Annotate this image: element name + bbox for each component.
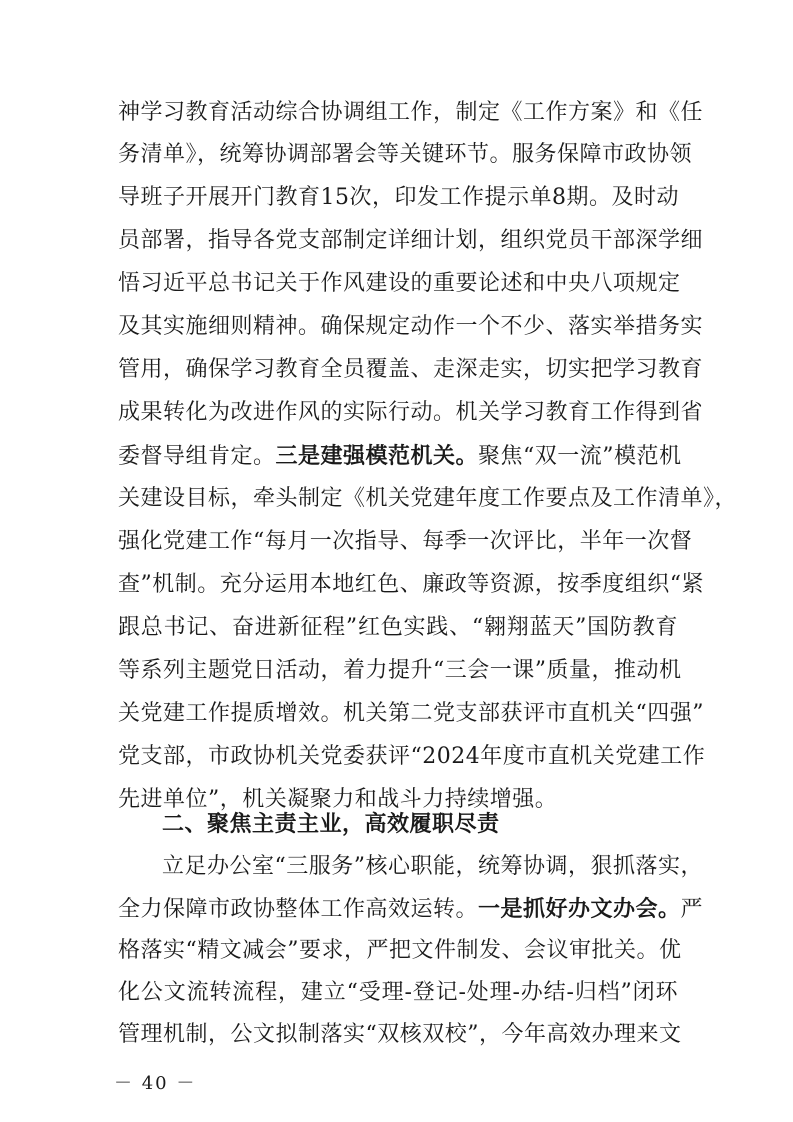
body-line-17: 先进单位”，机关凝聚力和战斗力持续增强。 — [118, 787, 558, 812]
body-line-5: 悟习近平总书记关于作风建设的重要论述和中央八项规定 — [118, 271, 681, 296]
para2-line-2-text-a: 全力保障市政协整体工作高效运转。 — [118, 897, 479, 922]
para2-line-2 — [118, 894, 704, 925]
section-one-lead: 一是抓好办文办会。 — [478, 896, 681, 922]
para2-line-2-text-b: 严 — [680, 897, 704, 922]
body-line-13: 跟总书记、奋进新征程”红色实践、“翱翔蓝天”国防教育 — [118, 615, 678, 640]
body-line-16: 党支部，市政协机关党委获评“2024年度市直机关党建工作 — [118, 744, 706, 769]
body-line-1: 神学习教育活动综合协调组工作，制定《工作方案》和《任 — [118, 100, 704, 125]
body-line-8: 成果转化为改进作风的实际行动。机关学习教育工作得到省 — [118, 400, 704, 425]
body-line-7: 管用，确保学习教育全员覆盖、走深走实，切实把学习教育 — [118, 357, 704, 382]
body-line-10: 关建设目标，牵头制定《机关党建年度工作要点及工作清单》， — [118, 486, 738, 511]
body-line-12: 查”机制。充分运用本地红色、廉政等资源，按季度组织“紧 — [118, 572, 704, 597]
section-heading: 二、聚焦主责主业，高效履职尽责 — [162, 812, 500, 837]
body-line-2: 务清单》，统筹协调部署会等关键环节。服务保障市政协领 — [118, 142, 693, 167]
body-line-11: 强化党建工作“每月一次指导、每季一次评比，半年一次督 — [118, 529, 693, 554]
body-line-15: 关党建工作提质增效。机关第二党支部获评市直机关“四强” — [118, 701, 704, 726]
section-three-lead: 三是建强模范机关。 — [275, 443, 479, 469]
body-line-4: 员部署，指导各党支部制定详细计划，组织党员干部深学细 — [118, 228, 704, 253]
body-line-6: 及其实施细则精神。确保规定动作一个不少、落实举措务实 — [118, 314, 704, 339]
para2-line-5: 管理机制，公文拟制落实“双核双校”，今年高效办理来文 — [118, 1022, 682, 1047]
para2-line-3: 格落实“精文减会”要求，严把文件制发、会议审批关。优 — [118, 938, 682, 963]
para2-line-1: 立足办公室“三服务”核心职能，统筹协调，狠抓落实， — [162, 854, 703, 879]
line-9-text-b: 聚焦“双一流”模范机 — [478, 444, 682, 469]
body-line-9 — [118, 441, 682, 472]
line-9-text-a: 委督导组肯定。 — [118, 444, 276, 469]
page-number: － 40 － — [114, 1073, 197, 1094]
para2-line-4: 化公文流转流程，建立“受理-登记-处理-办结-归档”闭环 — [118, 980, 678, 1005]
body-line-14: 等系列主题党日活动，着力提升“三会一课”质量，推动机 — [118, 658, 682, 683]
body-line-3: 导班子开展开门教育15次，印发工作提示单8期。及时动 — [118, 185, 679, 210]
